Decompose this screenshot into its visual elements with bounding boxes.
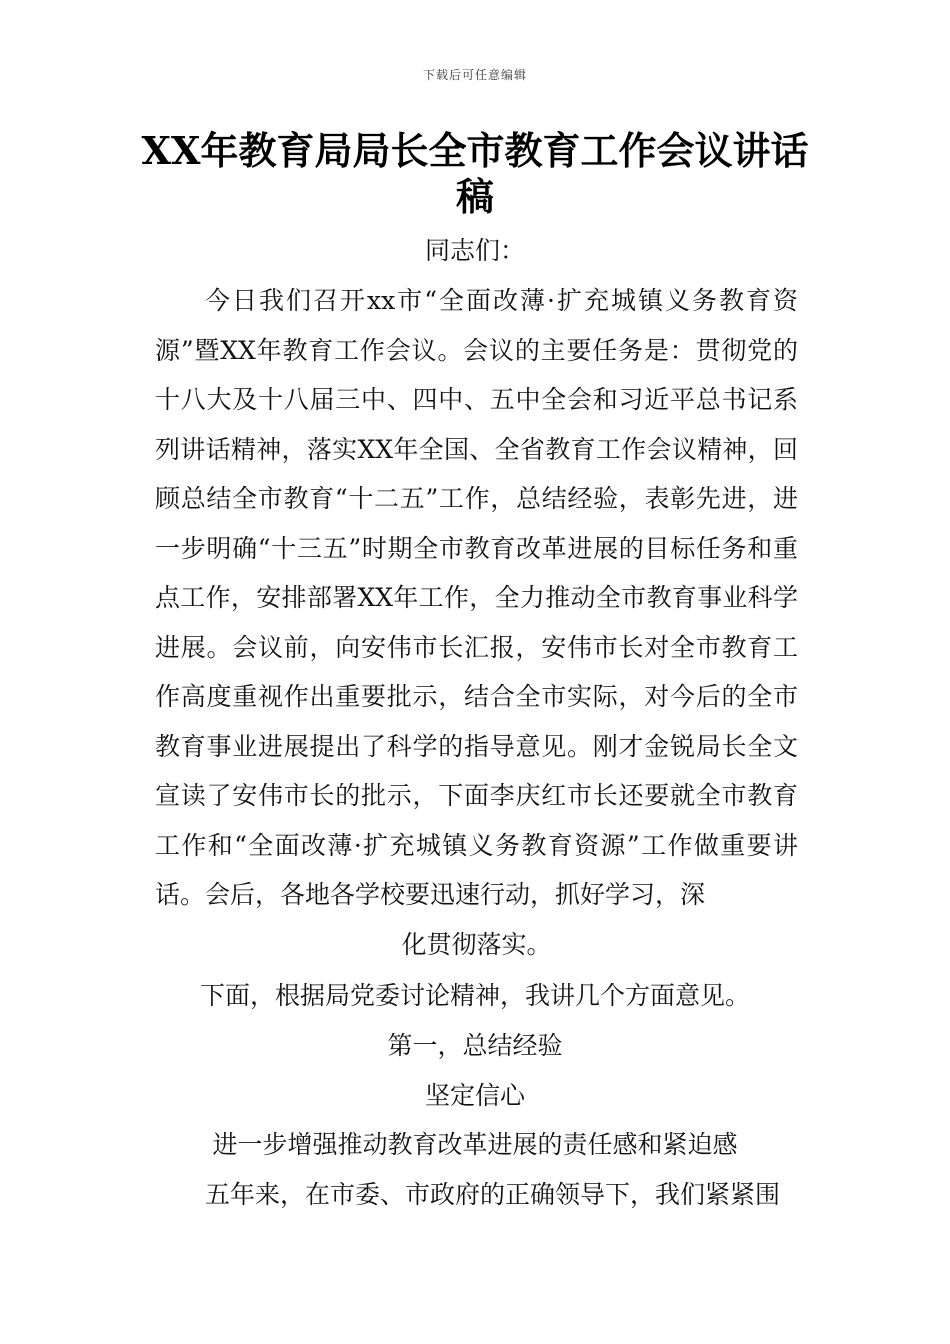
salutation: 同志们： xyxy=(424,236,525,265)
paragraph-main-text: 今日我们召开xx市“全面改薄·扩充城镇义务教育资源”暨XX年教育工作会议。会议的主要任务是：贯彻党的十八大及十八届三中、四中、五中全会和习近平总书记系列讲话精神，落实XX年全国、全省教育工作会议精神，回顾总结全市教育“十二五”工作，总结经验，表彰先进，进一步明确“十三五”时期全市教育改革进展的目标任务和重点工作，安排部署XX年工作，全力推动全市教育事业科学进展。会议前，向安伟市长汇报，安伟市长对全市教育工作高度重视作出重要批示，结合全市实际，对今后的全市教育事业进展提出了科学的指导意见。刚才金锐局长全文宣读了安伟市长的批示，下面李庆红市长还要就全市教育工作和“全面改薄·扩充城镇义务教育资源”工作做重要讲话。会后，各地各学校要迅速行动，抓好学习，深 xyxy=(155,286,798,909)
heading-urgency: 进一步增强推动教育改革进展的责任感和紧迫感 xyxy=(212,1130,738,1159)
paragraph-main-last-line: 化贯彻落实。 xyxy=(401,929,552,959)
heading-firm: 坚定信心 xyxy=(424,1081,525,1110)
paragraph-tail: 五年来，在市委、市政府的正确领导下，我们紧紧围 xyxy=(205,1180,781,1209)
document-title: XX年教育局局长全市教育工作会议讲话稿 xyxy=(141,128,809,219)
line-below: 下面，根据局党委讨论精神，我讲几个方面意见。 xyxy=(199,981,750,1010)
heading-first: 第一，总结经验 xyxy=(387,1031,563,1060)
header-note: 下载后可任意编辑 xyxy=(422,68,527,82)
paragraph-main xyxy=(155,276,798,969)
